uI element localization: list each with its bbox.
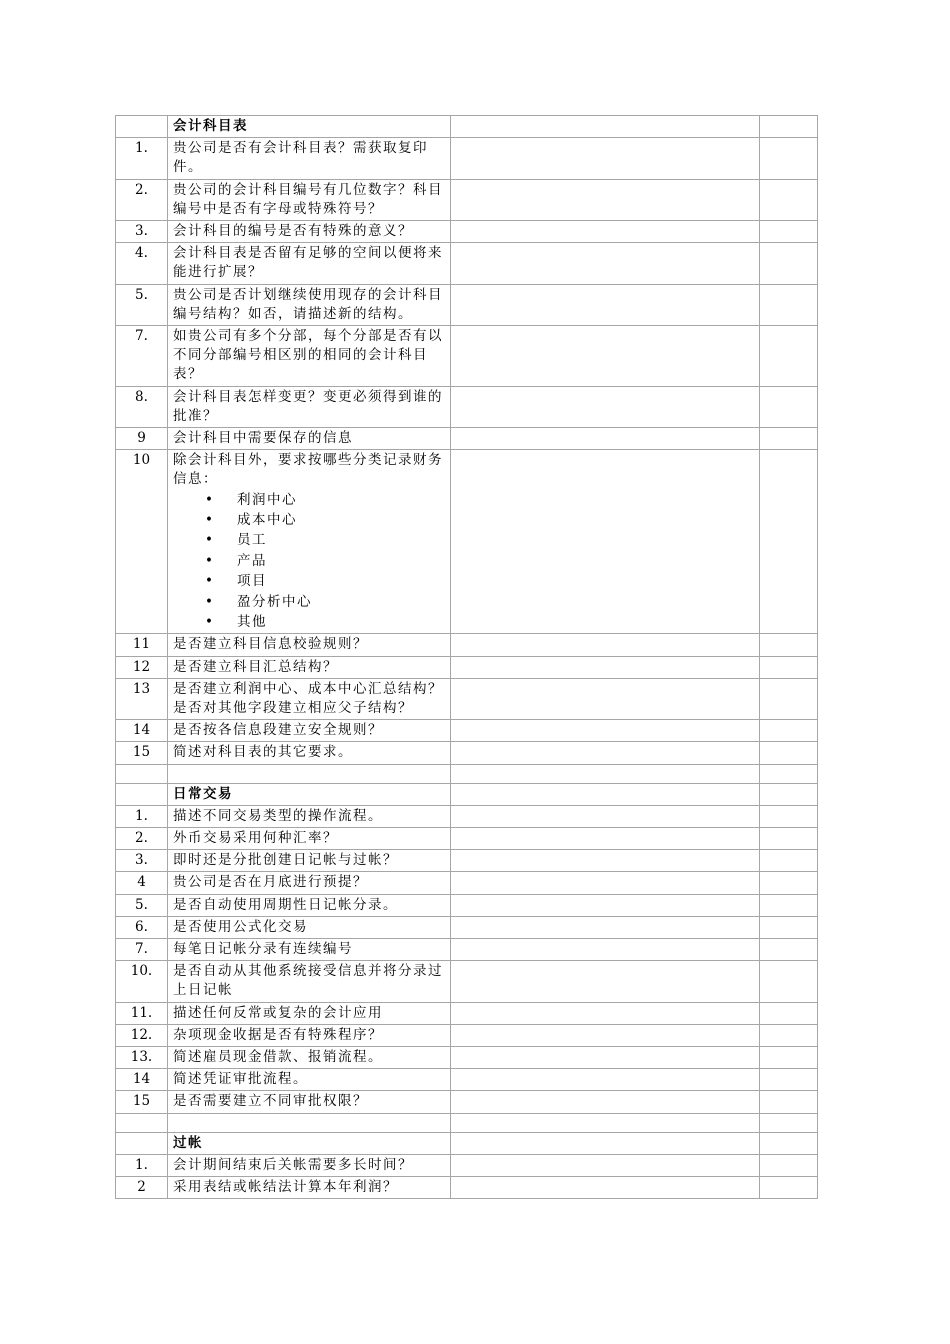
- answer-cell[interactable]: [451, 450, 760, 634]
- bullet-item: • 成本中心: [173, 510, 445, 530]
- question-row: [116, 1002, 818, 1024]
- answer-cell[interactable]: [451, 1047, 760, 1069]
- question-number: 7.: [116, 326, 168, 387]
- question-row: [116, 939, 818, 961]
- question-cell: [168, 1069, 451, 1091]
- question-text: 描述不同交易类型的操作流程。: [173, 807, 383, 824]
- remark-cell[interactable]: [760, 1047, 818, 1069]
- question-text: 简述对科目表的其它要求。: [173, 744, 353, 761]
- question-row: [116, 1047, 818, 1069]
- remark-cell[interactable]: [760, 428, 818, 450]
- question-text: 贵公司的会计科目编号有几位数字？科目编号中是否有字母或特殊符号？: [173, 181, 443, 217]
- answer-cell[interactable]: [451, 894, 760, 916]
- answer-cell[interactable]: [451, 284, 760, 325]
- remark-cell[interactable]: [760, 1024, 818, 1046]
- question-row: [116, 221, 818, 243]
- remark-cell: [760, 1113, 818, 1132]
- remark-cell[interactable]: [760, 872, 818, 894]
- bullet-item: • 产品: [173, 551, 445, 571]
- blank-row: [116, 1113, 818, 1132]
- number-cell: [116, 1132, 168, 1154]
- question-text: 会计科目的编号是否有特殊的意义？: [173, 223, 413, 240]
- question-number: 14: [116, 1069, 168, 1091]
- answer-cell[interactable]: [451, 872, 760, 894]
- remark-cell[interactable]: [760, 828, 818, 850]
- number-cell: [116, 764, 168, 783]
- question-number: 12: [116, 656, 168, 678]
- answer-cell[interactable]: [451, 828, 760, 850]
- blank-row: [116, 764, 818, 783]
- question-number: 13.: [116, 1047, 168, 1069]
- remark-cell[interactable]: [760, 326, 818, 387]
- question-text: 是否建立利润中心、成本中心汇总结构？是否对其他字段建立相应父子结构？: [173, 680, 443, 716]
- question-cell: [168, 805, 451, 827]
- answer-cell[interactable]: [451, 656, 760, 678]
- question-cell: [168, 1177, 451, 1199]
- bullet-list: [173, 490, 445, 633]
- remark-cell: [760, 1132, 818, 1154]
- question-number: 7.: [116, 939, 168, 961]
- question-cell: [168, 720, 451, 742]
- question-cell: [168, 850, 451, 872]
- bullet-item: • 盈分析中心: [173, 592, 445, 612]
- question-row: [116, 916, 818, 938]
- question-text: 外币交易采用何种汇率？: [173, 830, 338, 847]
- answer-cell[interactable]: [451, 916, 760, 938]
- question-text: 是否建立科目汇总结构？: [173, 658, 338, 675]
- number-cell: [116, 116, 168, 138]
- remark-cell[interactable]: [760, 1069, 818, 1091]
- question-number: 8.: [116, 386, 168, 427]
- question-row: [116, 720, 818, 742]
- answer-cell[interactable]: [451, 805, 760, 827]
- question-row: [116, 828, 818, 850]
- remark-cell[interactable]: [760, 1154, 818, 1176]
- answer-cell[interactable]: [451, 1024, 760, 1046]
- remark-cell: [760, 116, 818, 138]
- question-row: [116, 805, 818, 827]
- question-number: 5.: [116, 894, 168, 916]
- remark-cell: [760, 783, 818, 805]
- question-cell: [168, 1002, 451, 1024]
- answer-cell[interactable]: [451, 1154, 760, 1176]
- question-number: 2: [116, 1177, 168, 1199]
- bullet-item: • 项目: [173, 571, 445, 591]
- question-number: 9: [116, 428, 168, 450]
- remark-cell[interactable]: [760, 243, 818, 284]
- question-row: [116, 179, 818, 220]
- question-cell: [168, 284, 451, 325]
- answer-cell[interactable]: [451, 179, 760, 220]
- remark-cell[interactable]: [760, 720, 818, 742]
- question-cell: [168, 243, 451, 284]
- question-cell: [168, 1154, 451, 1176]
- question-number: 2.: [116, 179, 168, 220]
- answer-cell[interactable]: [451, 221, 760, 243]
- question-cell: [168, 1047, 451, 1069]
- answer-cell[interactable]: [451, 850, 760, 872]
- question-row: [116, 284, 818, 325]
- question-cell: [168, 656, 451, 678]
- section-title: 会计科目表: [168, 116, 451, 138]
- remark-cell[interactable]: [760, 386, 818, 427]
- number-cell: [116, 1113, 168, 1132]
- question-cell: [168, 386, 451, 427]
- question-row: [116, 634, 818, 656]
- question-text: 采用表结或帐结法计算本年利润？: [173, 1179, 398, 1196]
- question-row: [116, 450, 818, 634]
- question-row: [116, 656, 818, 678]
- remark-cell[interactable]: [760, 894, 818, 916]
- question-cell: [168, 450, 451, 634]
- question-number: 1.: [116, 805, 168, 827]
- section-heading-row: [116, 1132, 818, 1154]
- question-number: 15: [116, 1091, 168, 1113]
- question-text: 是否使用公式化交易: [173, 918, 308, 935]
- question-text: 会计科目表是否留有足够的空间以便将来能进行扩展？: [173, 245, 443, 281]
- answer-cell[interactable]: [451, 742, 760, 764]
- question-row: [116, 386, 818, 427]
- question-number: 14: [116, 720, 168, 742]
- remark-cell[interactable]: [760, 450, 818, 634]
- answer-cell[interactable]: [451, 961, 760, 1002]
- question-cell: [168, 764, 451, 783]
- question-cell: [168, 678, 451, 719]
- question-row: [116, 138, 818, 179]
- remark-cell: [760, 764, 818, 783]
- answer-cell[interactable]: [451, 138, 760, 179]
- questionnaire-body: [116, 116, 818, 1199]
- question-cell: [168, 1024, 451, 1046]
- remark-cell[interactable]: [760, 138, 818, 179]
- question-text: 是否建立科目信息校验规则？: [173, 636, 368, 653]
- remark-cell[interactable]: [760, 805, 818, 827]
- bullet-item: • 其他: [173, 612, 445, 632]
- question-text: 会计科目中需要保存的信息: [173, 430, 353, 447]
- question-cell: [168, 428, 451, 450]
- question-cell: [168, 894, 451, 916]
- section-title: 日常交易: [168, 783, 451, 805]
- question-number: 1.: [116, 1154, 168, 1176]
- remark-cell[interactable]: [760, 634, 818, 656]
- question-number: 13: [116, 678, 168, 719]
- question-number: 6.: [116, 916, 168, 938]
- question-cell: [168, 828, 451, 850]
- question-text: 描述任何反常或复杂的会计应用: [173, 1004, 383, 1021]
- question-row: [116, 1177, 818, 1199]
- answer-cell[interactable]: [451, 939, 760, 961]
- remark-cell[interactable]: [760, 1002, 818, 1024]
- question-number: 5.: [116, 284, 168, 325]
- question-number: 12.: [116, 1024, 168, 1046]
- question-text: 是否自动从其他系统接受信息并将分录过上日记帐: [173, 963, 443, 999]
- question-cell: [168, 1113, 451, 1132]
- answer-cell[interactable]: [451, 326, 760, 387]
- bullet-item: • 员工: [173, 530, 445, 550]
- remark-cell[interactable]: [760, 678, 818, 719]
- answer-cell[interactable]: [451, 634, 760, 656]
- question-text: 每笔日记帐分录有连续编号: [173, 941, 353, 958]
- question-cell: [168, 872, 451, 894]
- question-number: 10: [116, 450, 168, 634]
- question-row: [116, 326, 818, 387]
- question-number: 4: [116, 872, 168, 894]
- question-number: 4.: [116, 243, 168, 284]
- question-row: [116, 742, 818, 764]
- answer-cell[interactable]: [451, 1002, 760, 1024]
- question-text: 简述凭证审批流程。: [173, 1071, 308, 1088]
- question-row: [116, 850, 818, 872]
- question-text: 贵公司是否在月底进行预提？: [173, 874, 368, 891]
- remark-cell[interactable]: [760, 221, 818, 243]
- question-row: [116, 961, 818, 1002]
- question-row: [116, 1069, 818, 1091]
- question-row: [116, 1024, 818, 1046]
- question-cell: [168, 916, 451, 938]
- section-heading-row: [116, 783, 818, 805]
- section-heading-row: [116, 116, 818, 138]
- question-text: 是否按各信息段建立安全规则？: [173, 722, 383, 739]
- remark-cell[interactable]: [760, 961, 818, 1002]
- question-text: 如贵公司有多个分部，每个分部是否有以不同分部编号相区别的相同的会计科目表？: [173, 328, 443, 383]
- answer-cell[interactable]: [451, 1177, 760, 1199]
- question-text: 是否自动使用周期性日记帐分录。: [173, 896, 398, 913]
- question-cell: [168, 939, 451, 961]
- remark-cell[interactable]: [760, 179, 818, 220]
- answer-cell[interactable]: [451, 678, 760, 719]
- question-row: [116, 894, 818, 916]
- section-title: 过帐: [168, 1132, 451, 1154]
- answer-cell: [451, 1132, 760, 1154]
- question-number: 11.: [116, 1002, 168, 1024]
- question-cell: [168, 961, 451, 1002]
- remark-cell[interactable]: [760, 1177, 818, 1199]
- question-row: [116, 1091, 818, 1113]
- answer-cell[interactable]: [451, 1069, 760, 1091]
- question-text: 会计科目表怎样变更？变更必须得到谁的批准？: [173, 388, 443, 424]
- number-cell: [116, 783, 168, 805]
- remark-cell[interactable]: [760, 939, 818, 961]
- remark-cell[interactable]: [760, 742, 818, 764]
- question-number: 3.: [116, 221, 168, 243]
- question-cell: [168, 1091, 451, 1113]
- answer-cell[interactable]: [451, 720, 760, 742]
- remark-cell[interactable]: [760, 284, 818, 325]
- answer-cell: [451, 764, 760, 783]
- remark-cell[interactable]: [760, 916, 818, 938]
- question-number: 1.: [116, 138, 168, 179]
- question-number: 2.: [116, 828, 168, 850]
- question-cell: [168, 179, 451, 220]
- question-row: [116, 678, 818, 719]
- question-text: 会计期间结束后关帐需要多长时间？: [173, 1156, 413, 1173]
- question-text: 杂项现金收据是否有特殊程序？: [173, 1026, 383, 1043]
- remark-cell[interactable]: [760, 850, 818, 872]
- question-number: 15: [116, 742, 168, 764]
- question-cell: [168, 221, 451, 243]
- question-cell: [168, 742, 451, 764]
- question-text: 即时还是分批创建日记帐与过帐？: [173, 852, 398, 869]
- question-number: 10.: [116, 961, 168, 1002]
- question-text: 除会计科目外，要求按哪些分类记录财务信息：: [173, 452, 443, 488]
- question-text: 贵公司是否计划继续使用现存的会计科目编号结构？如否，请描述新的结构。: [173, 286, 443, 322]
- question-row: [116, 428, 818, 450]
- question-row: [116, 1154, 818, 1176]
- question-cell: [168, 634, 451, 656]
- question-text: 是否需要建立不同审批权限？: [173, 1093, 368, 1110]
- question-text: 贵公司是否有会计科目表？需获取复印件。: [173, 140, 428, 176]
- remark-cell[interactable]: [760, 1091, 818, 1113]
- question-cell: [168, 326, 451, 387]
- question-text: 简述雇员现金借款、报销流程。: [173, 1049, 383, 1066]
- question-row: [116, 872, 818, 894]
- answer-cell[interactable]: [451, 428, 760, 450]
- bullet-item: • 利润中心: [173, 490, 445, 510]
- answer-cell[interactable]: [451, 1091, 760, 1113]
- answer-cell: [451, 783, 760, 805]
- question-row: [116, 243, 818, 284]
- question-cell: [168, 138, 451, 179]
- answer-cell: [451, 116, 760, 138]
- answer-cell: [451, 1113, 760, 1132]
- answer-cell[interactable]: [451, 386, 760, 427]
- remark-cell[interactable]: [760, 656, 818, 678]
- question-number: 3.: [116, 850, 168, 872]
- questionnaire-table: [115, 115, 818, 1199]
- answer-cell[interactable]: [451, 243, 760, 284]
- question-number: 11: [116, 634, 168, 656]
